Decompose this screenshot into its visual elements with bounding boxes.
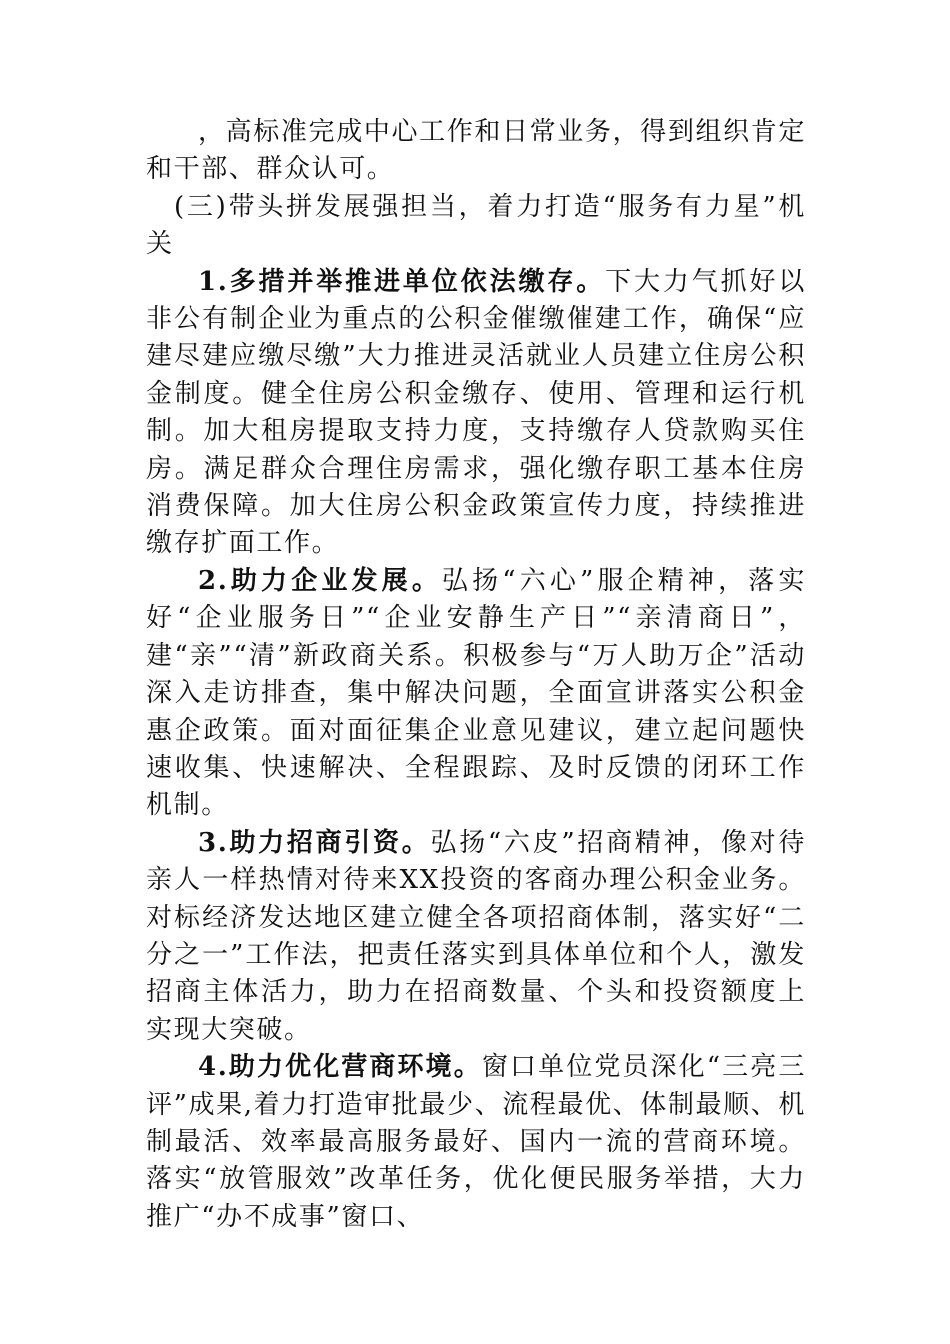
paragraph-item-4 (146, 1049, 806, 1236)
section-heading-3 (146, 189, 806, 264)
paragraph-text: ，高标准完成中心工作和日常业务，得到组织肯定和干部、群众认可。 (146, 117, 806, 185)
item-text: 弘扬“六心”服企精神，落实好“企业服务日”“企业安静生产日”“亲清商日”，建“亲”“清”新政商关系。积极参与“万人助万企”活动深入走访排查，集中解决问题，全面宣讲落实公积金惠企政策。面对面征集企业意见建议，建立起问题快速收集、快速解决、全程跟踪、及时反馈的闭环工作机制。 (146, 565, 806, 821)
paragraph-item-2 (146, 563, 806, 825)
paragraph-continuation (146, 114, 806, 189)
section-heading-text: (三)带头拼发展强担当，着力打造“服务有力星”机关 (146, 191, 806, 260)
paragraph-item-3 (146, 825, 806, 1049)
item-heading: 2.助力企业发展。 (198, 565, 442, 596)
item-text: 弘扬“六皮”招商精神，像对待亲人一样热情对待来XX投资的客商办理公积金业务。对标经济发达地区建立健全各项招商体制，落实好“二分之一”工作法，把责任落实到具体单位和个人，激发招商主体活力，助力在招商数量、个头和投资额度上实现大突破。 (146, 827, 806, 1045)
item-heading: 3.助力招商引资。 (198, 827, 431, 858)
paragraph-item-1 (146, 264, 806, 563)
item-text: 下大力气抓好以非公有制企业为重点的公积金催缴催建工作，确保“应建尽建应缴尽缴”大力推进灵活就业人员建立住房公积金制度。健全住房公积金缴存、使用、管理和运行机制。加大租房提取支持力度，支持缴存人贷款购买住房。满足群众合理住房需求，强化缴存职工基本住房消费保障。加大住房公积金政策宣传力度，持续推进缴存扩面工作。 (146, 266, 806, 559)
item-text: 窗口单位党员深化“三亮三评”成果,着力打造审批最少、流程最优、体制最顺、机制最活、效率最高服务最好、国内一流的营商环境。落实“放管服效”改革任务，优化便民服务举措，大力推广“办不成事”窗口、 (146, 1052, 806, 1232)
item-heading: 1.多措并举推进单位依法缴存。 (198, 266, 606, 297)
document-body (146, 114, 806, 1236)
item-heading: 4.助力优化营商环境。 (198, 1052, 482, 1083)
